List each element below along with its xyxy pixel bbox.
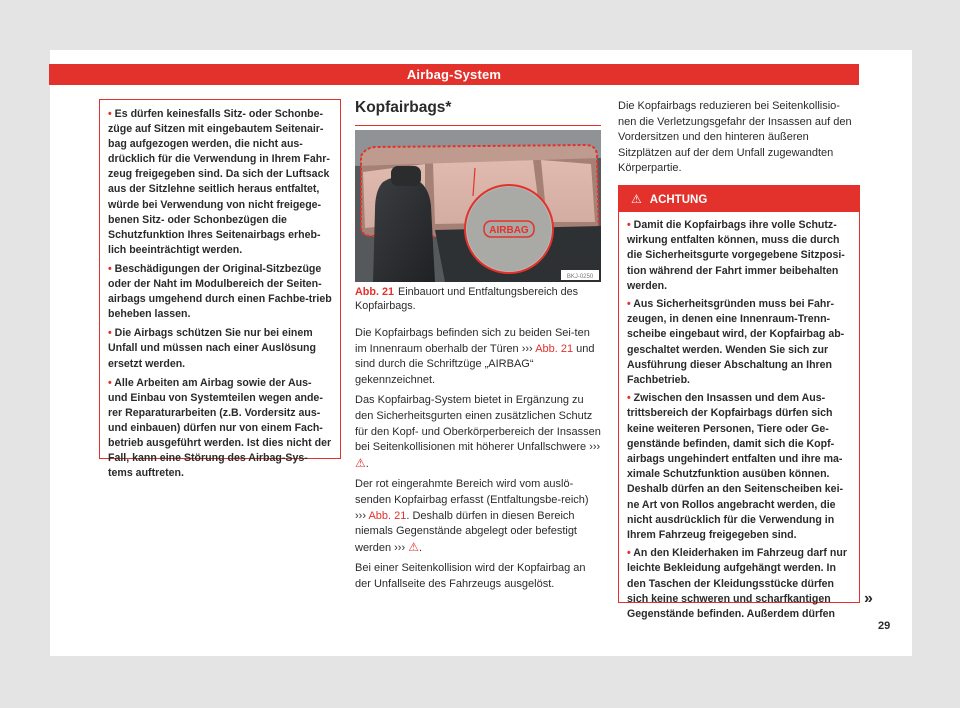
paragraph: Der rot eingerahmte Bereich wird vom auslö-senden Kopfairbag erfasst (Entfaltungsbe-reich) ››› Abb. 21. Deshalb dürfen in diesen Bereich niemals Gegenstände abgelegt oder befestigt werden ››› ⚠. [355,478,589,554]
warning-body [619,212,859,622]
list-item: • An den Kleiderhaken im Fahrzeug darf nur leichte Bekleidung aufgehängt werden. In den Taschen der Kleidungsstücke dürfen sich keine schweren und scharfkantigen Gegenstände befinden. Außerdem dürfen [627,547,847,621]
bullet-icon: • [108,262,112,275]
page-number: 29 [878,620,891,632]
figure-link[interactable]: Abb. 21 [535,342,574,355]
list-item: • Aus Sicherheitsgründen muss bei Fahr-zeugen, in denen eine Innenraum-Trenn-scheibe eingebaut wird, der Kopfairbag ab-geschaltet werden. Wenden Sie sich zur Ausführung dieser Abschaltung an Ihren Fachbetrieb. [627,298,845,387]
bullet-icon: • [627,547,631,560]
list-item: • Damit die Kopfairbags ihre volle Schutz-wirkung entfalten können, muss die durch die Sicherheitsgurte vorgegebene Sitzposi-tion während der Fahrt immer beibehalten werden. [627,219,845,292]
bullet-icon: • [627,219,631,231]
page-header: Airbag-System [49,64,859,85]
paragraph: Bei einer Seitenkollision wird der Kopfairbag an der Unfallseite des Fahrzeugs ausgelöst. [355,562,586,590]
figure-kopfairbag [355,130,601,282]
warning-triangle-icon: ⚠ [408,539,419,554]
figure-link[interactable]: Abb. 21 [368,509,407,522]
list-item: • Die Airbags schützen Sie nur bei einem Unfall und müssen nach einer Auslösung ersetzt werden. [108,327,316,370]
bullet-icon: • [108,108,112,120]
paragraph: Die Kopfairbags befinden sich zu beiden Sei-ten im Innenraum oberhalb der Türen ››› Abb. 21 und sind durch die Schriftzüge „AIRBAG“ gekennzeichnet. [355,327,595,386]
warning-continuation-box [99,99,341,480]
continue-marker: » [864,590,873,607]
middle-text [355,326,601,598]
bullet-icon: • [627,392,631,405]
airbag-label: AIRBAG [489,225,529,236]
list-item: • Alle Arbeiten am Airbag sowie der Aus- und Einbau von Systemteilen wegen ande-rer Reparaturarbeiten (z.B. Vordersitz aus- und einbauen) dürfen nur von einem Fach-betrieb ausgeführt werden. Ist dies nicht der Fall, kann eine Störung des Airbag-Sys-tems auftreten. [108,376,332,480]
bullet-icon: • [108,376,112,389]
figure-ref: Abb. 21 [355,286,394,298]
warning-triangle-icon: ⚠ [631,192,642,206]
warning-box [618,185,860,621]
list-item: • Es dürfen keinesfalls Sitz- oder Schonbe-züge auf Sitzen mit eingebautem Seitenair-bag aufgezogen werden, die nicht aus-drücklich für die Verwendung in Ihrem Fahr-zeug freigegeben sind. Da sich der Luftsack aus der Sitzlehne seitlich heraus entfaltet, würde bei Verwendung von nicht freigege-benen Sitz- oder Schonbezügen die Schutzfunktion Ihres Seitenairbags erheb-lich beeinträchtigt werden. [108,108,330,256]
figure-code: BKJ-0250 [566,274,594,280]
figure-illustration [355,130,601,282]
warning-triangle-icon: ⚠ [355,455,366,470]
paragraph: Das Kopfairbag-System bietet in Ergänzung zu den Sicherheitsgurten einen zusätzlichen Schutz für den Kopf- und Oberkörperbereich der Insassen bei Seitenkollisionen mit höherer Unfallschwere ››› ⚠. [355,394,601,470]
figure-caption: Abb. 21 Einbauort und Entfaltungsbereich des Kopfairbags. [355,286,579,312]
warning-header: ⚠ ACHTUNG [619,186,859,212]
right-intro-text: Die Kopfairbags reduzieren bei Seitenkollisio-nen die Verletzungsgefahr der Insassen auf den Vordersitzen und den hinteren äußeren Sitzplätzen auf der dem Unfall zugewandten Körperpartie. [618,100,852,175]
list-item: • Beschädigungen der Original-Sitzbezüge oder der Naht im Modulbereich der Seiten-airbags umgehend durch einen Fachbe-trieb beheben lassen. [108,262,332,321]
list-item: • Zwischen den Insassen und dem Aus-trittsbereich der Kopfairbags dürfen sich keine weiteren Personen, Tiere oder Ge-genstände befinden, damit sich die Kopf-airbags ungehindert entfalten und ihre ma-ximale Schutzfunktion ausüben können. Deshalb dürfen an den Seitenscheiben kei-ne Art von Rollos angebracht werden, die nicht ausdrücklich für die Verwendung in Ihrem Fahrzeug freigegeben sind. [627,392,844,542]
bullet-icon: • [108,327,112,340]
bullet-icon: • [627,298,631,311]
section-title: Kopfairbags* [355,99,601,126]
